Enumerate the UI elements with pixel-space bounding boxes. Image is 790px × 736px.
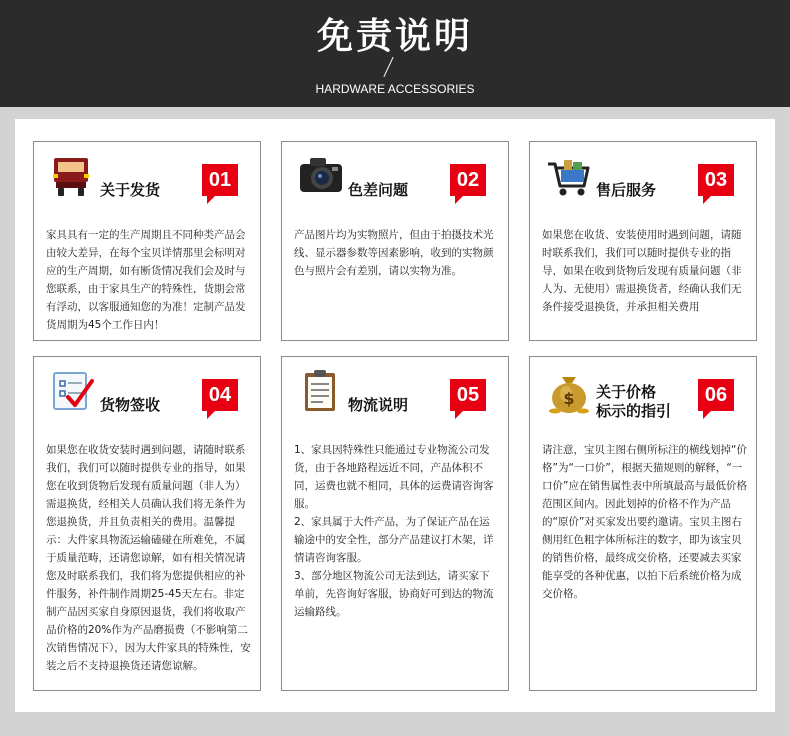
- shopping-cart-icon: [546, 152, 592, 200]
- camera-icon: [298, 152, 344, 200]
- card-shipping: [33, 141, 261, 341]
- card-text: 家具具有一定的生产周期且不同种类产品会由较大差异，在每个宝贝详情那里会标明对应的生产周期，如有断货情况我们会及时与您联系，由于家具生产的特殊性，货期会常有浮动，以客服通知您的为准！定制产品发货周期为45个工作日内！: [46, 229, 246, 331]
- card-text: 如果您在收货、安装使用时遇到问题，请随时联系我们，我们可以随时提供专业的指导，如果在收到货物后发现有质量问题（非人为、无使用）需退换货者，经确认我们无条件接受退换货，并承担相关费用: [542, 229, 742, 313]
- page-header: [0, 0, 790, 107]
- card-number-badge: 02: [450, 164, 486, 196]
- card-header: [34, 142, 260, 214]
- card-text: 请注意，宝贝主图右侧所标注的横线划掉“价格”为“一口价”，根据天猫规则的解释，“一口价”应在销售属性表中所填最高与最低价格范围区间内。因此划掉的价格不作为产品的“原价”对买家发出要约邀请。宝贝主图右侧用红色粗字体所标注的数字，即为该宝贝的销售价格，最终成交价格，还要减去买家能享受的各种优惠，以拍下后系统价格为成交价格。: [542, 444, 747, 600]
- card-title: 色差问题: [348, 181, 409, 199]
- page-subtitle: HARDWARE ACCESSORIES: [315, 82, 475, 96]
- card-title: 关于发货: [100, 181, 161, 199]
- card-number-badge: 03: [698, 164, 734, 196]
- card-number-badge: 01: [202, 164, 238, 196]
- card-header: [282, 142, 508, 214]
- card-title: 货物签收: [100, 396, 161, 414]
- card-text: 产品图片均为实物照片，但由于拍摄技术光线、显示器参数等因素影响，收到的实物颜色与照片会有差别，请以实物为准。: [294, 229, 494, 277]
- card-title: 关于价格 标示的指引: [596, 383, 672, 420]
- card-color-difference: [281, 141, 509, 341]
- truck-icon: [50, 152, 96, 200]
- card-logistics: [281, 356, 509, 691]
- card-number-badge: 06: [698, 379, 734, 411]
- card-header: [530, 357, 756, 429]
- clipboard-icon: [298, 367, 344, 415]
- checklist-icon: [50, 367, 96, 415]
- money-bag-icon: [546, 367, 592, 415]
- card-price-guide: [529, 356, 757, 691]
- card-title: 物流说明: [348, 396, 409, 414]
- content-panel: [15, 119, 775, 712]
- card-header: [282, 357, 508, 429]
- card-header: [34, 357, 260, 429]
- card-after-sales: [529, 141, 757, 341]
- divider-slash: [383, 57, 393, 77]
- svg-text:$: $: [563, 389, 575, 408]
- page-title: 免责说明: [316, 16, 473, 57]
- card-delivery-receipt: [33, 356, 261, 691]
- card-header: [530, 142, 756, 214]
- card-number-badge: 05: [450, 379, 486, 411]
- card-text: 1、家具因特殊性只能通过专业物流公司发货，由于各地路程远近不同，产品体积不同，运费也就不相同，具体的运费请咨询客服。 2、家具属于大件产品，为了保证产品在运输途中的安全性，部分产品建议打木架，详情请咨询客服。 3、部分地区物流公司无法到达，请买家下单前，先咨询好客服，协商好可到达的物流运输路线。: [294, 444, 494, 618]
- card-number-badge: 04: [202, 379, 238, 411]
- card-text: 如果您在收货安装时遇到问题，请随时联系我们，我们可以随时提供专业的指导，如果您在收到货物后发现有质量问题（非人为）需退换货，经相关人员确认我们将无条件为您退换货，并且负责相关的费用。温馨提示：大件家具物流运输磕碰在所难免，不属于质量范畴，还请您谅解，如有相关情况请您及时联系我们，我们将为您提供相应的补件服务，补件制作周期25-45天左右。非定制产品因买家自身原因退货，我们将收取产品价格的20%作为产品磨损费（不影响第二次销售情况下），因为大件家具的特殊性，安装之后不支持退换货还请您谅解。: [46, 444, 251, 672]
- card-title: 售后服务: [596, 181, 657, 199]
